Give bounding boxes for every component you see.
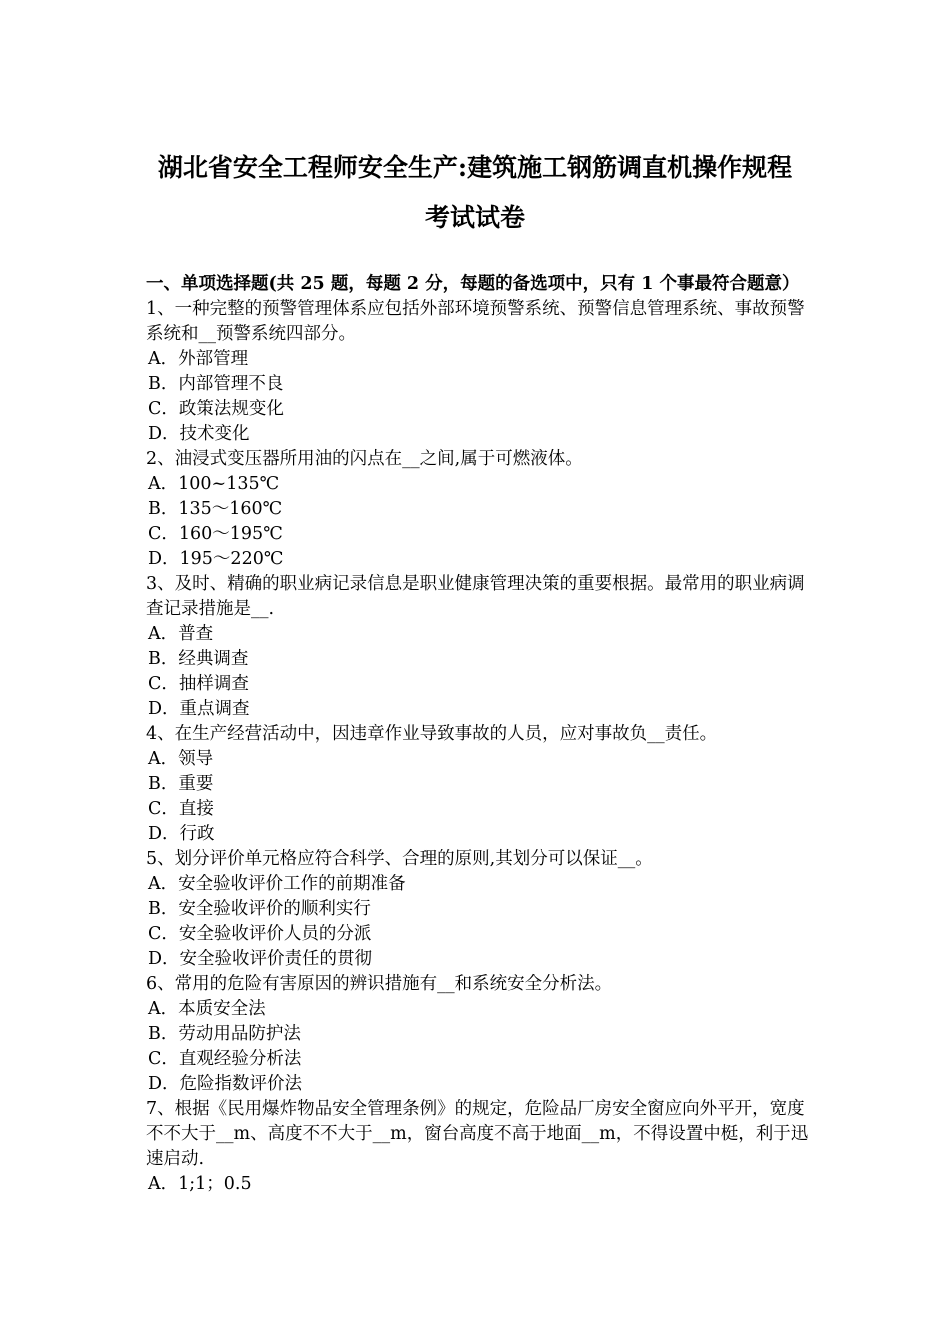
option-d: D．安全验收评价责任的贯彻 <box>148 949 373 969</box>
option-c: C．抽样调查 <box>148 674 249 694</box>
option-a: A．1;1；0.5 <box>148 1174 252 1194</box>
exam-content <box>146 272 816 1197</box>
option-a: A．普查 <box>148 624 214 644</box>
question-stem: 1、一种完整的预警管理体系应包括外部环境预警系统、预警信息管理系统、事故预警系统和__预警系统四部分。 <box>146 299 805 344</box>
option-b: B．经典调查 <box>148 649 249 669</box>
question-2 <box>146 447 816 572</box>
option-c: C．安全验收评价人员的分派 <box>148 924 372 944</box>
option-b: B．重要 <box>148 774 214 794</box>
option-d: D．重点调查 <box>148 699 250 719</box>
option-d: D．技术变化 <box>148 424 250 444</box>
option-b: B．135～160℃ <box>148 499 283 519</box>
question-6 <box>146 972 816 1097</box>
option-c: C．直接 <box>148 799 214 819</box>
option-b: B．安全验收评价的顺利实行 <box>148 899 371 919</box>
option-a: A．领导 <box>148 749 214 769</box>
question-stem: 2、油浸式变压器所用油的闪点在__之间,属于可燃液体。 <box>146 449 583 469</box>
question-stem: 4、在生产经营活动中，因违章作业导致事故的人员，应对事故负__责任。 <box>146 724 718 744</box>
option-a: A．100~135℃ <box>148 474 280 494</box>
option-d: D．195～220℃ <box>148 549 284 569</box>
question-stem: 7、根据《民用爆炸物品安全管理条例》的规定，危险品厂房安全窗应向外平开，宽度不不大于__m、高度不不大于__m，窗台高度不高于地面__m，不得设置中梃，利于迅速启动. <box>146 1099 809 1169</box>
option-a: A．本质安全法 <box>148 999 266 1019</box>
option-d: D．危险指数评价法 <box>148 1074 303 1094</box>
question-4 <box>146 722 816 847</box>
option-d: D．行政 <box>148 824 215 844</box>
document-title-line1: 湖北省安全工程师安全生产:建筑施工钢筋调直机操作规程 <box>157 153 793 182</box>
option-a: A．外部管理 <box>148 349 249 369</box>
question-stem: 6、常用的危险有害原因的辨识措施有__和系统安全分析法。 <box>146 974 613 994</box>
question-3 <box>146 572 816 722</box>
question-stem: 5、划分评价单元格应符合科学、合理的原则,其划分可以保证__。 <box>146 849 653 869</box>
option-b: B．劳动用品防护法 <box>148 1024 301 1044</box>
question-5 <box>146 847 816 972</box>
section-heading: 一、单项选择题(共 25 题，每题 2 分，每题的备选项中，只有 1 个事最符合题意） <box>146 274 800 294</box>
document-title-line2: 考试试卷 <box>424 203 525 232</box>
option-b: B．内部管理不良 <box>148 374 284 394</box>
option-c: C．直观经验分析法 <box>148 1049 302 1069</box>
option-c: C．160～195℃ <box>148 524 283 544</box>
option-c: C．政策法规变化 <box>148 399 284 419</box>
question-stem: 3、及时、精确的职业病记录信息是职业健康管理决策的重要根据。最常用的职业病调查记录措施是__. <box>146 574 805 619</box>
question-7 <box>146 1097 816 1197</box>
question-1 <box>146 297 816 447</box>
option-a: A．安全验收评价工作的前期准备 <box>148 874 406 894</box>
